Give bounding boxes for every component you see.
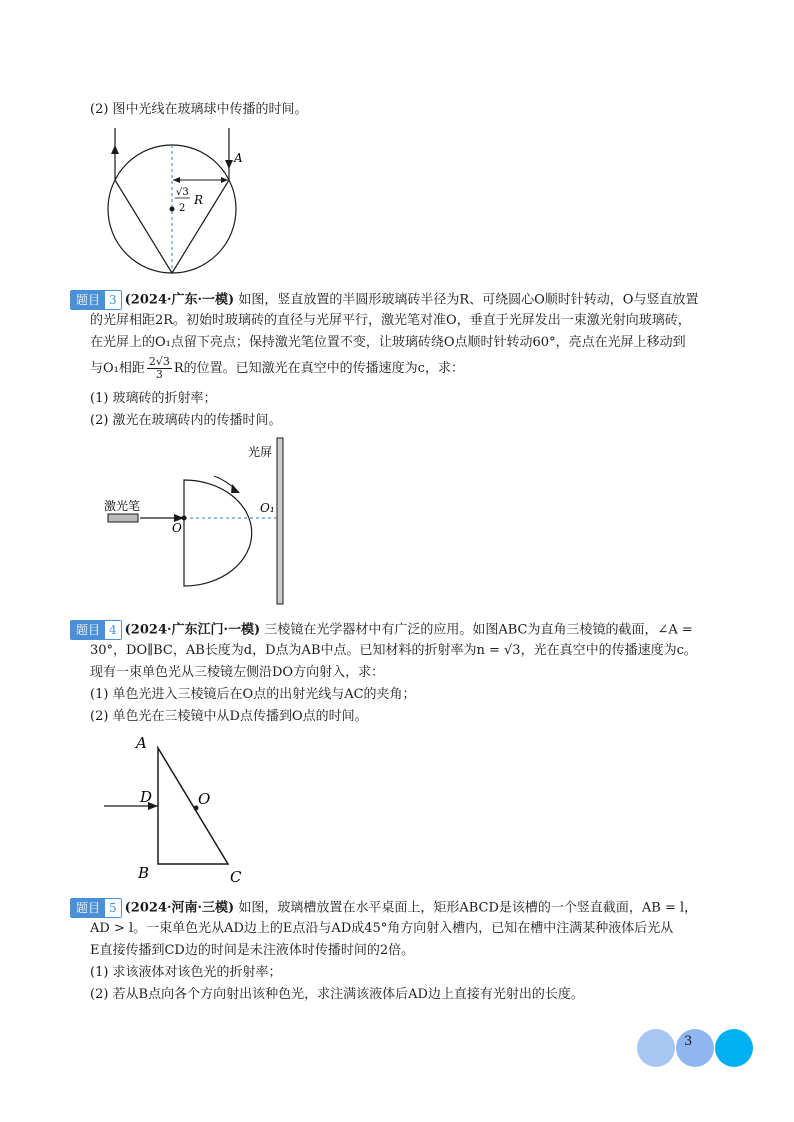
q3-fraction: $\frac{2√3}{3}$ (148, 355, 170, 381)
q3-sub-1: (1) 玻璃砖的折射率； (90, 391, 217, 406)
label-O1: O₁ (260, 501, 275, 515)
prism-triangle (158, 748, 228, 864)
q4-prism-figure (100, 730, 260, 890)
q4-line-1 (70, 620, 693, 640)
q3-line-1 (70, 290, 698, 310)
label-A: A (136, 734, 147, 752)
label-O: O (172, 521, 182, 535)
label-R: R (194, 193, 204, 207)
q5-text-1: 如图，玻璃槽放置在水平桌面上，矩形ABCD是该槽的一个竖直截面，AB = l， (238, 900, 698, 916)
incident-arrow (225, 160, 233, 169)
screen-label: 光屏 (248, 445, 273, 459)
q3-text-2: 的光屏相距2R。初始时玻璃砖的直径与光屏平行，激光笔对准O，垂直于光屏发出一束激光射向玻璃砖， (90, 313, 691, 328)
label-O: O (198, 790, 211, 808)
q3-text-4a: 与O₁相距 (90, 361, 145, 376)
q4-text-2: 30°，DO∥BC，AB长度为d，D点为AB中点。已知材料的折射率为n = √3，光在真空中的传播速度为c。 (90, 643, 697, 658)
light-screen (277, 438, 283, 604)
page-number: 3 (684, 1034, 693, 1049)
q5-text-2: AD > l。一束单色光从AD边上的E点沿与AD成45°角方向射入槽内，已知在槽中注满某种液体后光从 (90, 921, 674, 936)
q3-text-3: 在光屏上的O₁点留下亮点；保持激光笔位置不变，让玻璃砖绕O点顺时针转动60°，亮点在光屏上移动到 (90, 335, 686, 350)
q4-text-3: 现有一束单色光从三棱镜左侧沿DO方向射入，求： (90, 665, 385, 680)
q3-text-1: 如图，竖直放置的半圆形玻璃砖半径为R、可绕圆心O顺时针转动，O与竖直放置 (238, 292, 699, 308)
label-B: B (138, 864, 150, 882)
q2-glass-sphere-figure (100, 124, 250, 276)
label-D: D (140, 788, 153, 806)
q5-line-1 (70, 898, 697, 918)
q5-tag: 题目 5 (70, 898, 122, 918)
q5-sub-1: (1) 求该液体对该色光的折射率； (90, 965, 282, 980)
q4-sub-1: (1) 单色光进入三棱镜后在O点的出射光线与AC的夹角； (90, 687, 416, 702)
q3-tag: 题目 3 (70, 290, 122, 310)
label-A: A (234, 151, 243, 165)
q3-source: (2024·广东·一模) (124, 292, 235, 308)
label-C: C (230, 868, 242, 886)
q5-sub-2: (2) 若从B点向各个方向射出该种色光，求注满该液体后AD边上直接有光射出的长度。 (90, 987, 584, 1002)
refracted-ray-2 (115, 180, 172, 273)
q3-sub-2: (2) 激光在玻璃砖内的传播时间。 (90, 413, 282, 428)
q4-tag: 题目 4 (70, 620, 122, 640)
q4-sub-2: (2) 单色光在三棱镜中从D点传播到O点的时间。 (90, 709, 368, 724)
q5-source: (2024·河南·三模) (124, 900, 235, 916)
q4-source: (2024·广东江门·一模) (124, 622, 261, 638)
q3-text-4 (90, 356, 464, 381)
frac-num: √3 (176, 187, 189, 198)
center-point (170, 207, 175, 212)
q2-subquestion-2: (2) 图中光线在玻璃球中传播的时间。 (90, 102, 308, 117)
exit-arrow (111, 145, 119, 154)
frac-den: 2 (179, 203, 186, 214)
page-number-badge (636, 1028, 754, 1068)
q3-laser-figure (100, 436, 300, 608)
q5-text-3: E直接传播到CD边的时间是未注液体时传播时间的2倍。 (90, 943, 415, 958)
laser-pen (108, 514, 138, 522)
q4-text-1: 三棱镜在光学器材中有广泛的应用。如图ABC为直角三棱镜的截面，∠A = (264, 622, 693, 638)
semicircle-glass (184, 480, 252, 586)
q3-text-4b: R的位置。已知激光在真空中的传播速度为c，求： (173, 361, 464, 376)
rotation-arrow (231, 484, 240, 493)
pen-label: 激光笔 (104, 499, 141, 513)
center-O (182, 516, 187, 521)
